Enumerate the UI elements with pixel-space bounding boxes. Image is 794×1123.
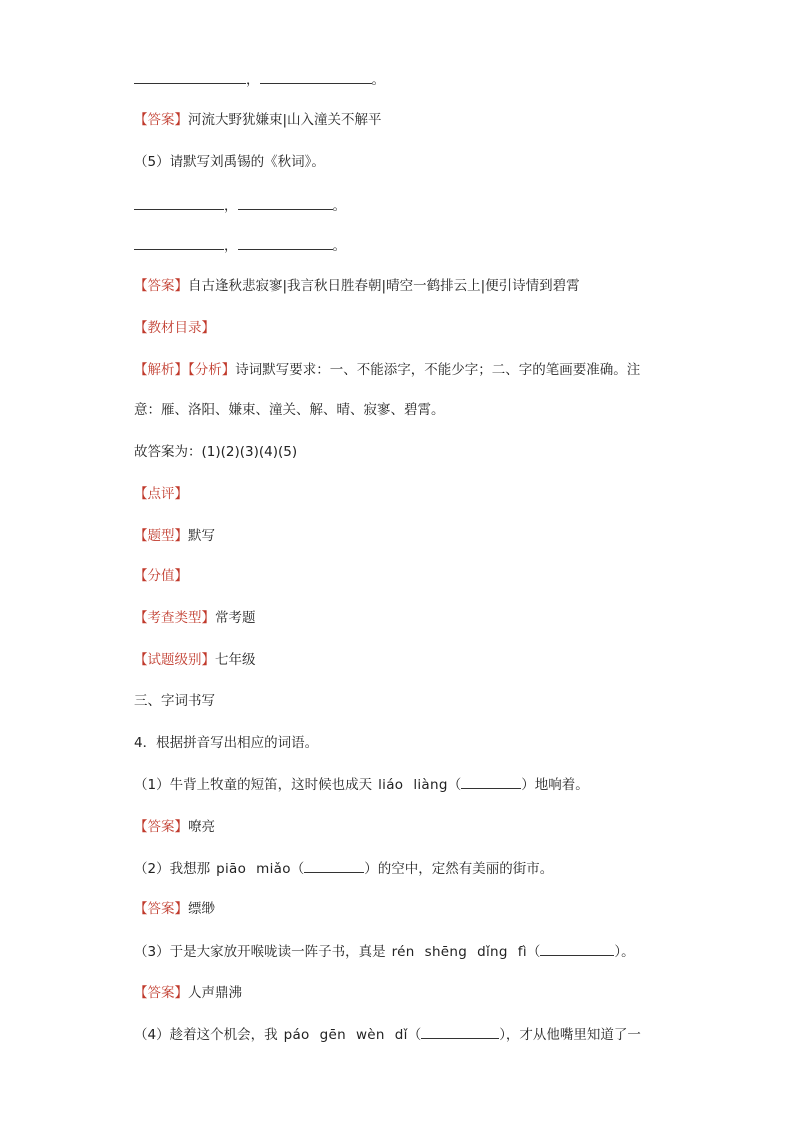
text-line bbox=[134, 443, 297, 461]
text-line bbox=[134, 153, 325, 171]
answer-text: 默写 bbox=[188, 528, 215, 544]
section-tag: 【点评】 bbox=[134, 486, 188, 502]
answer-line bbox=[134, 609, 256, 627]
paragraph-text: 故答案为：(1)(2)(3)(4)(5) bbox=[134, 444, 298, 460]
separator-comma: ， bbox=[224, 238, 238, 254]
fill-in-line bbox=[134, 197, 346, 215]
question-tail: ）的空中，定然有美丽的街市。 bbox=[364, 861, 554, 877]
pinyin-syllable: wèn bbox=[355, 1027, 385, 1043]
fill-blank bbox=[134, 197, 224, 210]
answer-line bbox=[134, 900, 215, 918]
question-line bbox=[134, 860, 553, 878]
fill-blank bbox=[260, 71, 372, 84]
section-tag: 【分值】 bbox=[134, 568, 188, 584]
answer-line bbox=[134, 319, 215, 337]
fill-blank bbox=[134, 237, 224, 250]
answer-text: 河流大野犹嫌束|山入潼关不解平 bbox=[188, 112, 382, 128]
paragraph-text: 三、字词书写 bbox=[134, 693, 215, 709]
answer-text: 缥缈 bbox=[188, 901, 215, 917]
question-text: （2）我想那 bbox=[134, 861, 211, 877]
pinyin-syllable: shēng bbox=[424, 944, 468, 960]
paragraph-text: （5）请默写刘禹锡的《秋词》。 bbox=[134, 154, 325, 170]
question-text: （4）趁着这个机会，我 bbox=[134, 1027, 278, 1043]
question-line bbox=[134, 1026, 641, 1044]
fill-blank bbox=[134, 71, 246, 84]
fill-blank bbox=[238, 197, 333, 210]
answer-blank bbox=[540, 943, 614, 956]
question-tail: ）。 bbox=[614, 944, 635, 960]
section-tag: 【解析】【分析】 bbox=[134, 362, 236, 378]
pinyin-syllable: fì bbox=[517, 944, 527, 960]
text-line bbox=[134, 692, 215, 710]
section-tag: 【答案】 bbox=[134, 985, 188, 1001]
separator-comma: ， bbox=[246, 72, 260, 88]
section-tag: 【题型】 bbox=[134, 528, 188, 544]
answer-line bbox=[134, 485, 188, 503]
fill-in-line bbox=[134, 237, 346, 255]
answer-text: 自古逢秋悲寂寥|我言秋日胜春朝|晴空一鹤排云上|便引诗情到碧霄 bbox=[188, 278, 580, 294]
pinyin-syllable: páo bbox=[283, 1027, 310, 1043]
answer-blank bbox=[304, 860, 364, 873]
question-text: （1）牛背上牧童的短笛，这时候也成天 bbox=[134, 777, 373, 793]
section-tag: 【答案】 bbox=[134, 819, 188, 835]
text-line bbox=[134, 401, 445, 419]
paren-open: （ bbox=[526, 944, 541, 960]
question-line bbox=[134, 776, 589, 794]
answer-line bbox=[134, 277, 580, 295]
answer-line bbox=[134, 651, 256, 669]
pinyin-syllable: dǐ bbox=[394, 1027, 408, 1043]
end-period: 。 bbox=[332, 198, 346, 214]
pinyin-syllable: liàng bbox=[413, 777, 448, 793]
text-line bbox=[134, 734, 318, 752]
answer-blank bbox=[461, 776, 521, 789]
fill-in-line bbox=[134, 71, 385, 89]
section-tag: 【教材目录】 bbox=[134, 320, 215, 336]
answer-line bbox=[134, 527, 215, 545]
answer-line bbox=[134, 818, 215, 836]
answer-text: 诗词默写要求：一、不能添字，不能少字；二、字的笔画要准确。注 bbox=[235, 362, 641, 378]
answer-text: 常考题 bbox=[215, 610, 256, 626]
section-tag: 【答案】 bbox=[134, 278, 188, 294]
question-text: （3）于是大家放开喉咙读一阵子书，真是 bbox=[134, 944, 386, 960]
separator-comma: ， bbox=[224, 198, 238, 214]
answer-line bbox=[134, 361, 640, 379]
section-tag: 【试题级别】 bbox=[134, 652, 215, 668]
paragraph-text: 4．根据拼音写出相应的词语。 bbox=[134, 735, 319, 751]
pinyin-syllable: miǎo bbox=[256, 861, 291, 877]
pinyin-syllable: piāo bbox=[216, 861, 247, 877]
answer-line bbox=[134, 984, 242, 1002]
pinyin-syllable: dǐng bbox=[477, 944, 508, 960]
section-tag: 【答案】 bbox=[134, 901, 188, 917]
question-tail: ），才从他嘴里知道了一 bbox=[499, 1027, 641, 1043]
paren-open: （ bbox=[290, 861, 305, 877]
paren-open: （ bbox=[407, 1027, 422, 1043]
pinyin-syllable: gēn bbox=[319, 1027, 346, 1043]
question-line bbox=[134, 943, 635, 961]
pinyin-syllable: liáo bbox=[378, 777, 404, 793]
answer-line bbox=[134, 567, 188, 585]
paragraph-text: 意：雁、洛阳、嫌束、潼关、解、晴、寂寥、碧霄。 bbox=[134, 402, 445, 418]
answer-text: 七年级 bbox=[215, 652, 256, 668]
answer-text: 嘹亮 bbox=[188, 819, 215, 835]
answer-text: 人声鼎沸 bbox=[188, 985, 242, 1001]
pinyin-syllable: rén bbox=[391, 944, 415, 960]
section-tag: 【答案】 bbox=[134, 112, 188, 128]
end-period: 。 bbox=[332, 238, 346, 254]
end-period: 。 bbox=[371, 72, 385, 88]
question-tail: ）地响着。 bbox=[521, 777, 589, 793]
paren-open: （ bbox=[447, 777, 462, 793]
answer-blank bbox=[421, 1026, 499, 1039]
fill-blank bbox=[238, 237, 333, 250]
answer-line bbox=[134, 111, 382, 129]
section-tag: 【考查类型】 bbox=[134, 610, 215, 626]
